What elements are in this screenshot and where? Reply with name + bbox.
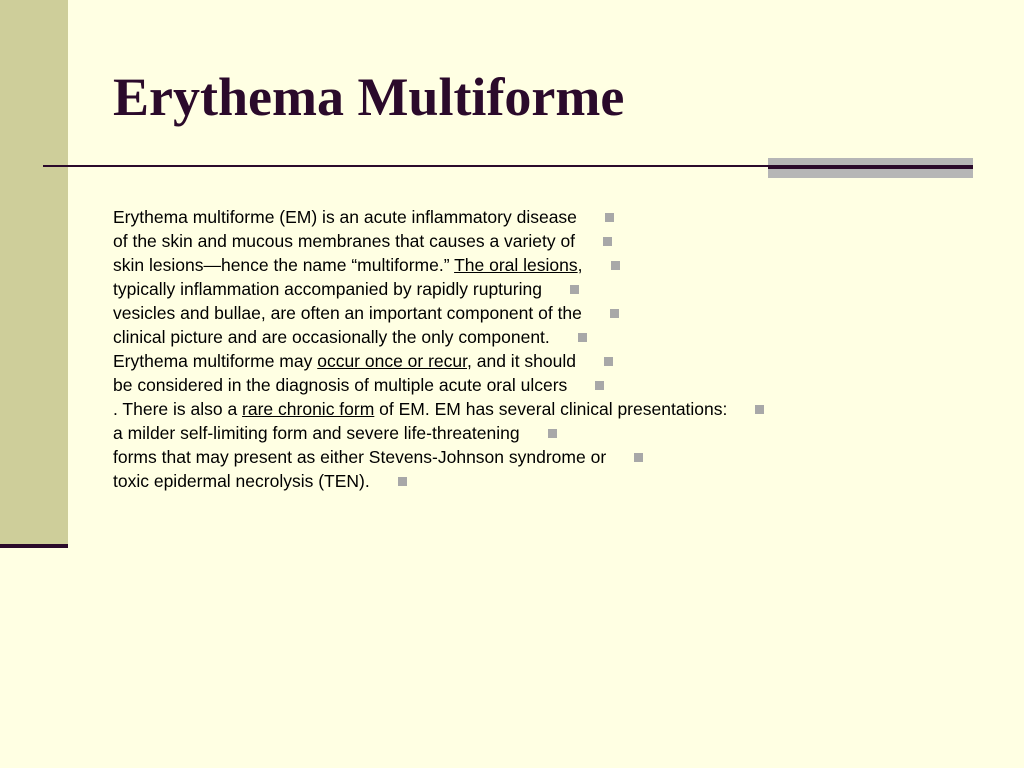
body-line: clinical picture and are occasionally the only component.: [113, 325, 913, 349]
square-bullet-icon: [595, 381, 604, 390]
body-line: of the skin and mucous membranes that causes a variety of: [113, 229, 913, 253]
square-bullet-icon: [578, 333, 587, 342]
body-line: be considered in the diagnosis of multiple acute oral ulcers: [113, 373, 913, 397]
slide-body: [113, 205, 913, 493]
body-line: vesicles and bullae, are often an important component of the: [113, 301, 913, 325]
divider-accent-line: [768, 165, 973, 169]
square-bullet-icon: [570, 285, 579, 294]
body-line: . There is also a rare chronic form of EM. EM has several clinical presentations:: [113, 397, 913, 421]
underlined-phrase: The oral lesions: [454, 255, 578, 275]
square-bullet-icon: [755, 405, 764, 414]
square-bullet-icon: [548, 429, 557, 438]
body-line: a milder self-limiting form and severe life-threatening: [113, 421, 913, 445]
body-line: forms that may present as either Stevens-Johnson syndrome or: [113, 445, 913, 469]
square-bullet-icon: [398, 477, 407, 486]
square-bullet-icon: [611, 261, 620, 270]
body-line: Erythema multiforme may occur once or recur, and it should: [113, 349, 913, 373]
square-bullet-icon: [610, 309, 619, 318]
underlined-phrase: rare chronic form: [242, 399, 375, 419]
square-bullet-icon: [604, 357, 613, 366]
square-bullet-icon: [603, 237, 612, 246]
square-bullet-icon: [634, 453, 643, 462]
body-line: toxic epidermal necrolysis (TEN).: [113, 469, 913, 493]
sidebar-accent: [0, 0, 68, 546]
body-line: Erythema multiforme (EM) is an acute inflammatory disease: [113, 205, 913, 229]
body-line: skin lesions—hence the name “multiforme.” The oral lesions,: [113, 253, 913, 277]
underlined-phrase: occur once or recur: [317, 351, 468, 371]
body-line: typically inflammation accompanied by rapidly rupturing: [113, 277, 913, 301]
sidebar-accent-cap: [0, 544, 68, 548]
slide-title: Erythema Multiforme: [113, 67, 625, 127]
square-bullet-icon: [605, 213, 614, 222]
